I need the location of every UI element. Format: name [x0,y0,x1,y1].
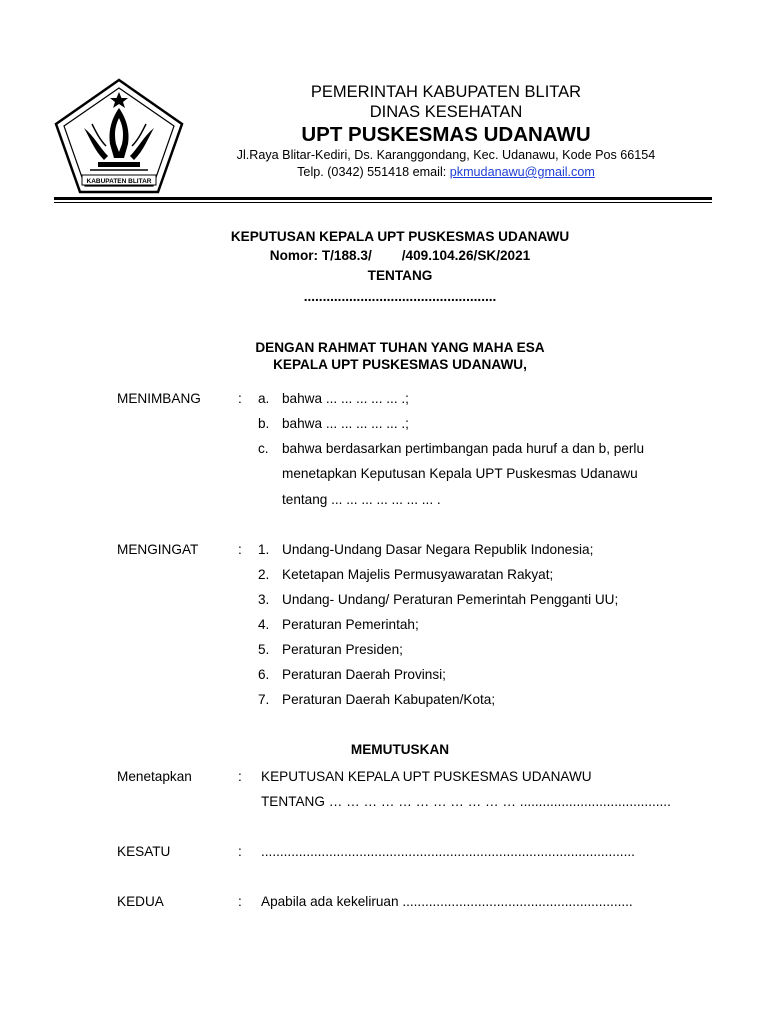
mengingat-marker-4: 4. [258,617,270,632]
menimbang-label: MENIMBANG [117,391,201,406]
kesatu-value: ................................................................................................... [261,844,635,859]
menetapkan-label: Menetapkan [117,769,192,784]
mengingat-colon: : [238,542,242,557]
rahmat-line: DENGAN RAHMAT TUHAN YANG MAHA ESA [255,340,545,355]
letterhead-line-1: PEMERINTAH KABUPATEN BLITAR [310,83,582,101]
mengingat-item-2: Ketetapan Majelis Permusyawaratan Rakyat; [282,567,554,582]
header-rule-thick [54,197,712,200]
mengingat-item-3: Undang- Undang/ Peraturan Pemerintah Pengganti UU; [282,592,619,607]
letterhead [196,82,696,180]
nomor-left: Nomor: T/188.3/ [269,248,372,263]
menimbang-item-a: bahwa ... ... ... ... ... .; [282,391,409,406]
mengingat-item-1: Undang-Undang Dasar Negara Republik Indonesia; [282,542,594,557]
tentang-heading: TENTANG [367,268,433,283]
mengingat-item-7: Peraturan Daerah Kabupaten/Kota; [282,692,496,707]
menimbang-item-c-cont-1: menetapkan Keputusan Kepala UPT Puskesmas Udanawu [282,466,638,481]
kepala-line: KEPALA UPT PUSKESMAS UDANAWU, [273,357,527,372]
menimbang-marker-c: c. [258,441,269,456]
decree-heading: KEPUTUSAN KEPALA UPT PUSKESMAS UDANAWU [230,229,570,244]
kedua-colon: : [238,894,242,909]
kesatu-label: KESATU [117,844,171,859]
kedua-label: KEDUA [117,894,164,909]
kabupaten-blitar-logo [54,78,184,194]
kesatu-colon: : [238,844,242,859]
letterhead-line-3: UPT PUSKESMAS UDANAWU [301,123,591,146]
menimbang-marker-b: b. [258,416,270,431]
mengingat-label: MENGINGAT [117,542,199,557]
menimbang-colon: : [238,391,242,406]
mengingat-marker-2: 2. [258,567,270,582]
mengingat-marker-7: 7. [258,692,270,707]
menimbang-item-c-cont-2: tentang ... ... ... ... ... ... ... . [282,492,441,507]
menimbang-item-b: bahwa ... ... ... ... ... .; [282,416,409,431]
menetapkan-line-1: KEPUTUSAN KEPALA UPT PUSKESMAS UDANAWU [261,769,592,784]
letterhead-contact [196,164,696,180]
tentang-dots: ................................................... [303,289,497,304]
mengingat-marker-3: 3. [258,592,270,607]
menetapkan-colon: : [238,769,242,784]
kedua-value: Apabila ada kekeliruan ............................................................. [261,894,633,909]
mengingat-marker-6: 6. [258,667,270,682]
decree-number [100,248,700,263]
mengingat-marker-5: 5. [258,642,270,657]
menimbang-item-c: bahwa berdasarkan pertimbangan pada huruf a dan b, perlu [282,441,644,456]
logo-banner-text: KABUPATEN BLITAR [86,178,152,185]
letterhead-address: Jl.Raya Blitar-Kediri, Ds. Karanggondang, Kec. Udanawu, Kode Pos 66154 [236,148,656,162]
letterhead-line-2: DINAS KESEHATAN [369,103,523,121]
header-rule-thin [54,202,712,203]
mengingat-item-4: Peraturan Pemerintah; [282,617,419,632]
mengingat-item-6: Peraturan Daerah Provinsi; [282,667,446,682]
mengingat-marker-1: 1. [258,542,270,557]
menimbang-marker-a: a. [258,391,270,406]
nomor-right: /409.104.26/SK/2021 [401,248,531,263]
contact-prefix: Telp. (0342) 551418 email: [297,165,450,179]
mengingat-item-5: Peraturan Presiden; [282,642,403,657]
email-link[interactable]: pkmudanawu@gmail.com [449,165,595,179]
menetapkan-line-2: TENTANG … … … … … … … … … … … ........................................ [261,794,671,809]
memutuskan-heading: MEMUTUSKAN [350,742,450,757]
